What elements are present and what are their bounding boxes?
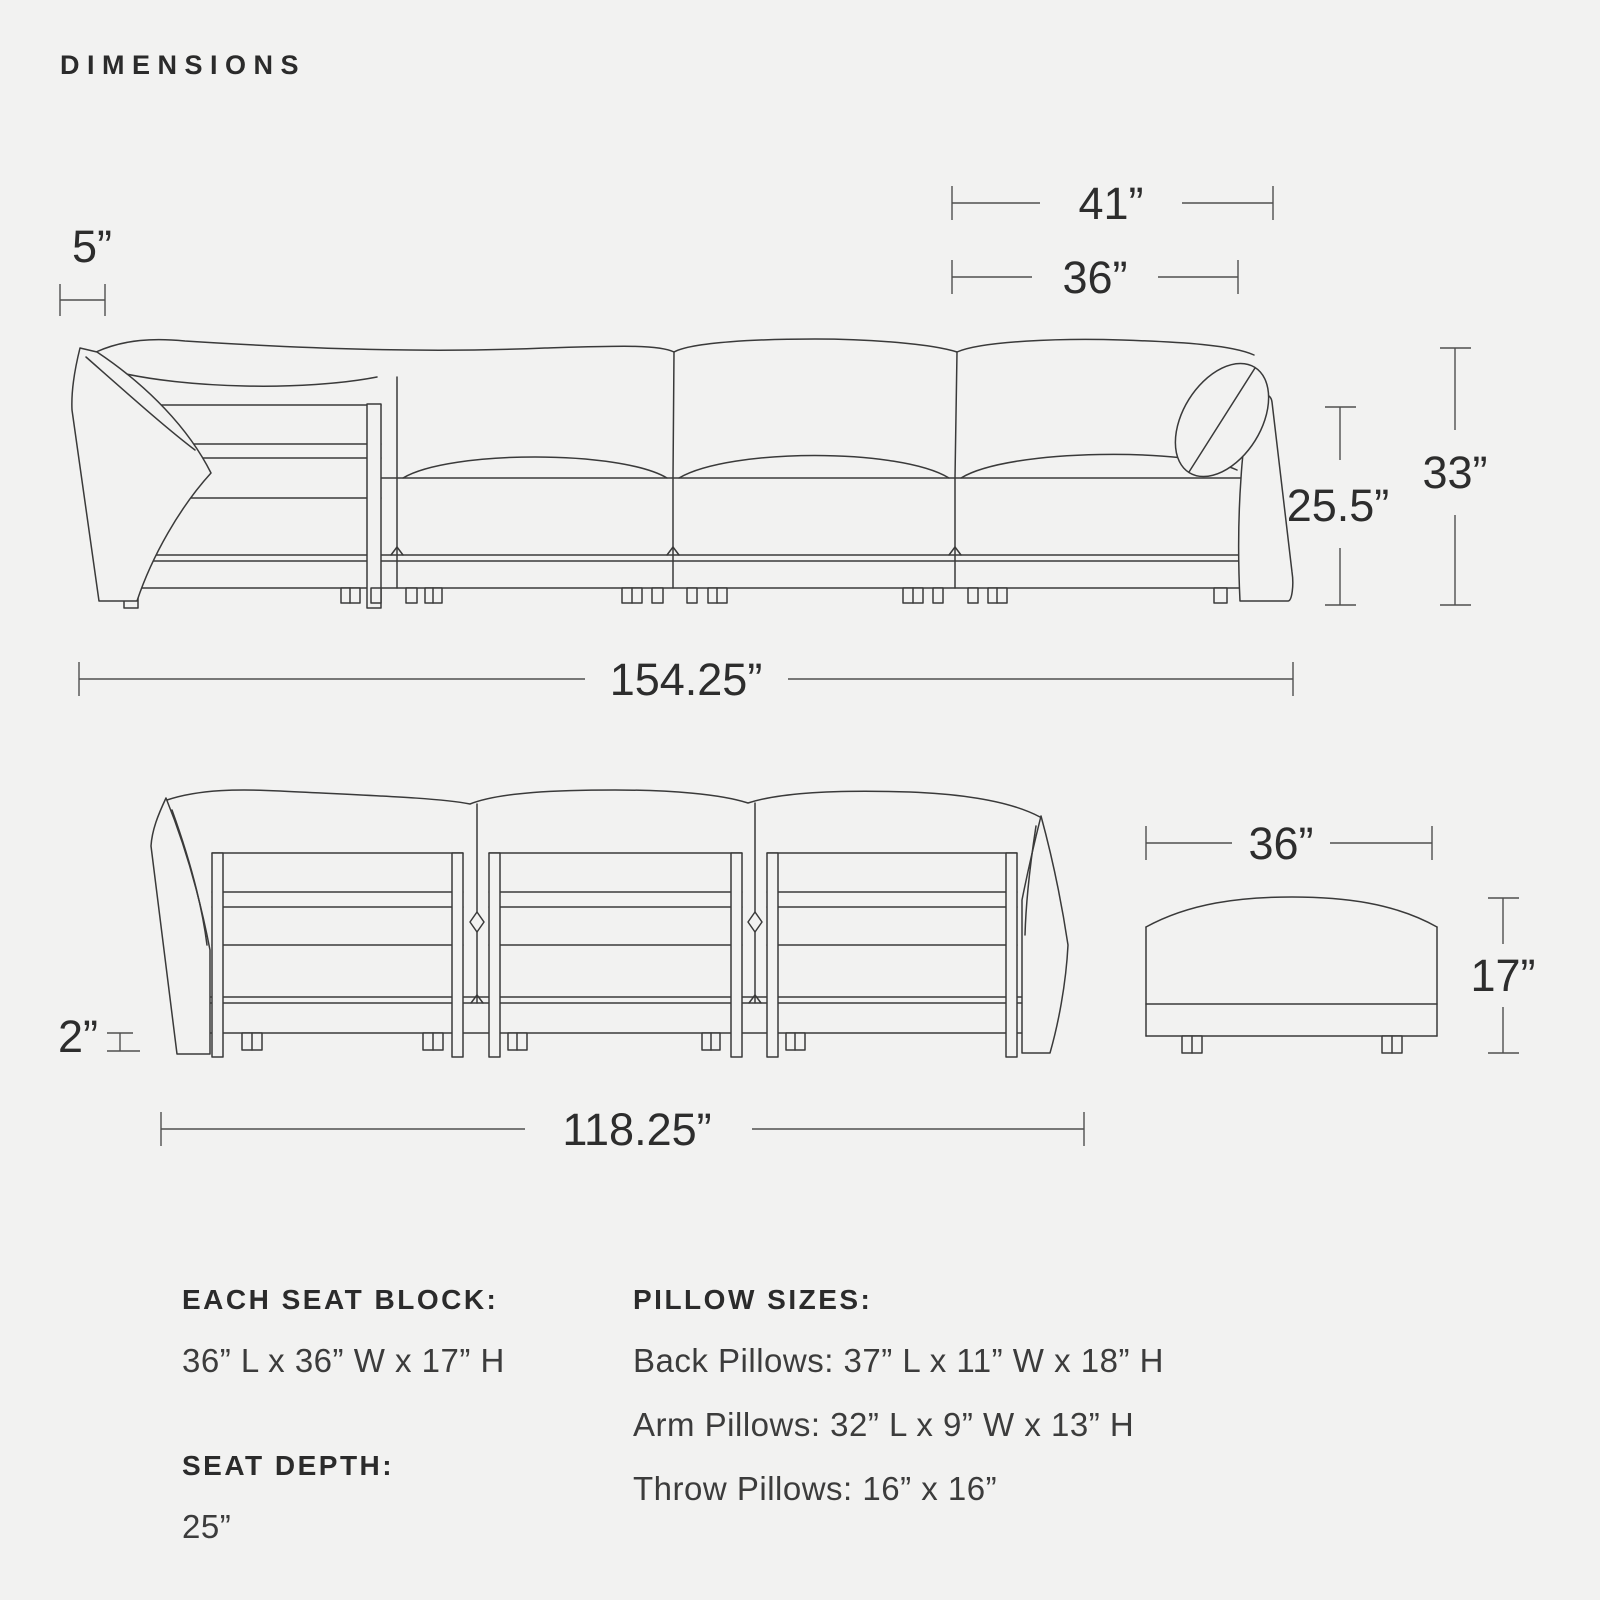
back-legs bbox=[242, 1033, 805, 1050]
dim-seat-block bbox=[952, 252, 1238, 303]
front-view-drawing bbox=[72, 339, 1293, 608]
dim-leg-height bbox=[58, 1011, 140, 1062]
left-wing-arm bbox=[72, 348, 211, 601]
seat-depth-heading: SEAT DEPTH: bbox=[182, 1450, 395, 1481]
dim-label-ottoman-height: 17” bbox=[1470, 950, 1536, 1001]
front-legs bbox=[341, 588, 1227, 603]
seat-depth-value: 25” bbox=[182, 1508, 232, 1545]
dim-label-seat-block: 36” bbox=[1062, 252, 1128, 303]
dim-ottoman-height bbox=[1470, 898, 1535, 1053]
pillow-specs-column bbox=[633, 1284, 1193, 1508]
dim-label-back-overall-width: 118.25” bbox=[562, 1104, 712, 1155]
pillow-spec-back: Back Pillows: 37” L x 11” W x 18” H bbox=[633, 1342, 1164, 1379]
dim-label-overall-width: 154.25” bbox=[609, 654, 763, 705]
dim-ottoman-width bbox=[1146, 818, 1432, 869]
dim-arm-offset bbox=[60, 221, 112, 316]
dim-label-leg-height: 2” bbox=[57, 1011, 99, 1062]
ottoman-legs bbox=[1182, 1036, 1402, 1053]
pillow-spec-throw: Throw Pillows: 16” x 16” bbox=[633, 1470, 998, 1507]
dim-overall-height bbox=[1422, 348, 1487, 605]
dim-label-overall-height: 33” bbox=[1422, 447, 1488, 498]
dim-label-ottoman-width: 36” bbox=[1248, 818, 1314, 869]
seat-block-value: 36” L x 36” W x 17” H bbox=[182, 1342, 505, 1379]
page-title: DIMENSIONS bbox=[60, 50, 307, 80]
dim-label-seat-plus-arm: 41” bbox=[1078, 178, 1144, 229]
back-view-drawing bbox=[151, 790, 1068, 1057]
dim-label-back-height: 25.5” bbox=[1286, 480, 1390, 531]
dim-label-arm-offset: 5” bbox=[71, 221, 113, 272]
seat-block-heading: EACH SEAT BLOCK: bbox=[182, 1284, 499, 1315]
dim-seat-plus-arm bbox=[952, 178, 1273, 229]
dim-overall-width bbox=[79, 654, 1293, 705]
back-right-wing bbox=[1022, 816, 1068, 1053]
dim-back-overall-width bbox=[161, 1104, 1084, 1155]
frame-post bbox=[367, 404, 381, 608]
ottoman-drawing bbox=[1146, 897, 1437, 1053]
pillow-spec-arm: Arm Pillows: 32” L x 9” W x 13” H bbox=[633, 1406, 1135, 1443]
dim-back-height bbox=[1287, 407, 1390, 605]
pillow-sizes-heading: PILLOW SIZES: bbox=[633, 1284, 873, 1315]
